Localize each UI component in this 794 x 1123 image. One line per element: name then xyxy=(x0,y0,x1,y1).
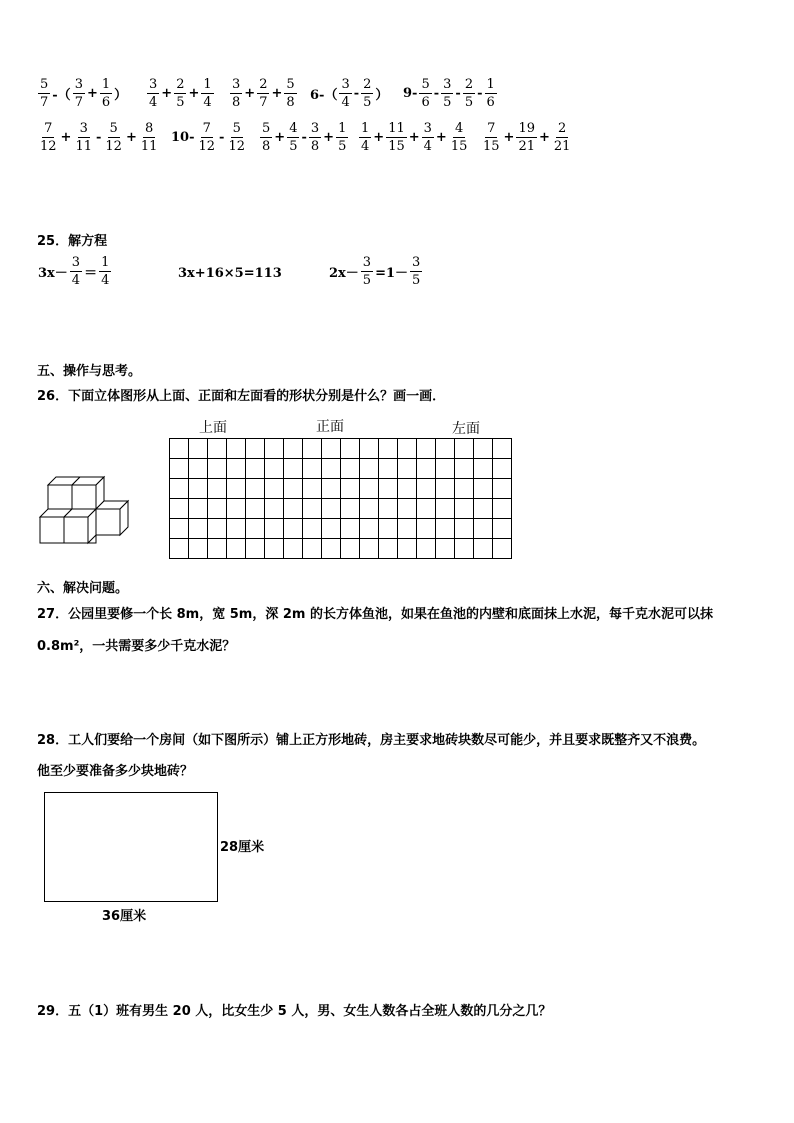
denominator: 12 xyxy=(228,139,245,154)
denominator: 7 xyxy=(74,95,83,110)
grid-cell[interactable] xyxy=(208,479,227,499)
operator: 9- xyxy=(403,86,418,101)
denominator: 4 xyxy=(203,95,212,110)
fraction xyxy=(103,122,124,153)
denominator: 5 xyxy=(362,273,372,288)
fraction xyxy=(257,78,269,109)
fraction xyxy=(481,122,502,153)
denominator: 5 xyxy=(289,139,298,154)
numerator: 1 xyxy=(101,77,111,92)
operator: + xyxy=(86,86,98,101)
fraction xyxy=(99,256,111,287)
grid-cell[interactable] xyxy=(246,439,265,459)
numerator: 3 xyxy=(412,255,421,270)
grid-cell[interactable] xyxy=(227,539,246,559)
grid-cell[interactable] xyxy=(265,519,284,539)
denominator: 4 xyxy=(423,139,432,154)
numerator: 3 xyxy=(71,255,81,270)
grid-cell[interactable] xyxy=(227,459,246,479)
grid-cell[interactable] xyxy=(341,439,360,459)
denominator: 4 xyxy=(101,273,110,288)
grid-cell[interactable] xyxy=(208,499,227,519)
denominator: 4 xyxy=(361,139,370,154)
grid-cell[interactable] xyxy=(246,499,265,519)
numerator: 5 xyxy=(262,121,271,136)
grid-cell[interactable] xyxy=(189,479,208,499)
operator: - xyxy=(301,130,307,145)
grid-cell[interactable] xyxy=(436,499,455,519)
numerator: 3 xyxy=(232,77,241,92)
numerator: 3 xyxy=(443,77,452,92)
calc-expression xyxy=(358,122,470,153)
numerator: 19 xyxy=(518,121,535,136)
grid-cell[interactable] xyxy=(417,499,436,519)
fraction xyxy=(73,122,94,153)
grid-cell[interactable] xyxy=(170,479,189,499)
denominator: 8 xyxy=(232,95,241,110)
calc-expression xyxy=(229,78,298,109)
grid-cell[interactable] xyxy=(436,519,455,539)
operator: - xyxy=(219,130,225,145)
fraction xyxy=(260,122,272,153)
denominator: 12 xyxy=(40,139,57,154)
grid-cell[interactable] xyxy=(265,439,284,459)
grid-cell[interactable] xyxy=(398,459,417,479)
grid-cell[interactable] xyxy=(379,519,398,539)
grid-cell[interactable] xyxy=(474,439,493,459)
denominator: 6 xyxy=(486,95,495,110)
numerator: 5 xyxy=(109,121,118,136)
grid-cell[interactable] xyxy=(398,479,417,499)
grid-cell[interactable] xyxy=(493,519,512,539)
fraction xyxy=(422,122,434,153)
grid-cell[interactable] xyxy=(436,439,455,459)
fraction xyxy=(197,122,218,153)
numerator: 1 xyxy=(361,121,370,136)
grid-cell[interactable] xyxy=(284,499,303,519)
grid-cell[interactable] xyxy=(322,499,341,519)
operator: + xyxy=(503,130,515,145)
grid-cell[interactable] xyxy=(455,439,474,459)
grid-cell[interactable] xyxy=(417,479,436,499)
fraction xyxy=(139,122,160,153)
numerator: 3 xyxy=(74,77,83,92)
grid-cell[interactable] xyxy=(303,499,322,519)
numerator: 1 xyxy=(203,77,212,92)
room-height-label: 28厘米 xyxy=(220,840,265,855)
denominator: 4 xyxy=(341,95,350,110)
operator: - xyxy=(96,130,102,145)
grid-cell[interactable] xyxy=(265,479,284,499)
grid-cell[interactable] xyxy=(474,519,493,539)
room-rectangle xyxy=(44,792,218,902)
fraction xyxy=(449,122,470,153)
fraction xyxy=(147,78,159,109)
denominator: 8 xyxy=(310,139,320,154)
denominator: 11 xyxy=(75,139,92,154)
numerator: 5 xyxy=(40,77,49,92)
numerator: 5 xyxy=(286,77,295,92)
operator: + xyxy=(60,130,72,145)
calc-expression xyxy=(37,122,160,153)
numerator: 3 xyxy=(362,255,372,270)
denominator: 5 xyxy=(412,273,421,288)
q26-text: 26．下面立体图形从上面、正面和左面看的形状分别是什么？画一画． xyxy=(37,389,446,404)
fraction xyxy=(410,256,422,287)
grid-cell[interactable] xyxy=(436,539,455,559)
numerator: 2 xyxy=(259,77,268,92)
grid-cell[interactable] xyxy=(189,459,208,479)
grid-cell[interactable] xyxy=(493,499,512,519)
grid-cell[interactable] xyxy=(493,479,512,499)
grid-cell[interactable] xyxy=(170,439,189,459)
grid-cell[interactable] xyxy=(474,479,493,499)
fraction xyxy=(361,256,373,287)
numerator: 2 xyxy=(558,121,567,136)
operator: + xyxy=(271,86,283,101)
grid-cell[interactable] xyxy=(417,539,436,559)
denominator: 8 xyxy=(262,139,271,154)
denominator: 21 xyxy=(553,139,571,154)
denominator: 4 xyxy=(149,95,158,110)
operator: - xyxy=(353,86,360,101)
numerator: 3 xyxy=(423,121,432,136)
grid-cell[interactable] xyxy=(474,499,493,519)
calc-expression xyxy=(402,78,498,109)
grid-cell[interactable] xyxy=(322,479,341,499)
numerator: 3 xyxy=(341,77,350,92)
grid-cell[interactable] xyxy=(284,439,303,459)
operator: + xyxy=(373,130,385,145)
grid-cell[interactable] xyxy=(360,539,379,559)
q25-equation-3 xyxy=(328,256,423,287)
grid-cell[interactable] xyxy=(398,539,417,559)
grid-cell[interactable] xyxy=(398,439,417,459)
grid-cell[interactable] xyxy=(455,519,474,539)
grid-cell[interactable] xyxy=(417,519,436,539)
grid-cell[interactable] xyxy=(379,439,398,459)
denominator: 5 xyxy=(363,95,372,110)
q28-line-1: 28．工人们要给一个房间（如下图所示）铺上正方形地砖，房主要求地砖块数尽可能少，并且要求既整齐又不浪费。 xyxy=(37,733,706,748)
grid-label-top: 上面 xyxy=(199,420,227,436)
numerator: 7 xyxy=(44,121,53,136)
grid-cell[interactable] xyxy=(379,479,398,499)
grid-cell[interactable] xyxy=(455,479,474,499)
grid-cell[interactable] xyxy=(493,459,512,479)
numerator: 8 xyxy=(144,121,154,136)
grid-cell[interactable] xyxy=(360,439,379,459)
grid-cell[interactable] xyxy=(246,519,265,539)
numerator: 4 xyxy=(454,121,464,136)
calc-expression xyxy=(309,78,389,109)
numerator: 1 xyxy=(486,77,495,92)
grid-cell[interactable] xyxy=(227,519,246,539)
denominator: 21 xyxy=(518,139,535,154)
grid-cell[interactable] xyxy=(189,519,208,539)
denominator: 12 xyxy=(198,139,216,154)
denominator: 12 xyxy=(105,139,122,154)
grid-cell[interactable] xyxy=(246,479,265,499)
fraction xyxy=(359,122,371,153)
grid-cell[interactable] xyxy=(189,499,208,519)
calc-expression xyxy=(480,122,573,153)
fraction xyxy=(361,78,373,109)
drawing-grid[interactable] xyxy=(169,438,512,559)
fraction xyxy=(552,122,573,153)
operator: - xyxy=(455,86,461,101)
grid-cell[interactable] xyxy=(208,439,227,459)
numerator: 5 xyxy=(421,77,430,92)
grid-cell[interactable] xyxy=(341,519,360,539)
fraction xyxy=(386,122,407,153)
grid-cell[interactable] xyxy=(322,539,341,559)
operator: -（ xyxy=(52,88,71,103)
operator: 3x－ xyxy=(38,266,68,281)
fraction xyxy=(230,78,242,109)
grid-cell[interactable] xyxy=(474,459,493,479)
grid-cell[interactable] xyxy=(284,479,303,499)
room-width-label: 36厘米 xyxy=(102,909,147,924)
operator: + xyxy=(161,86,173,101)
grid-cell[interactable] xyxy=(303,439,322,459)
section-6-heading: 六、解决问题。 xyxy=(37,581,129,596)
grid-cell[interactable] xyxy=(227,439,246,459)
fraction xyxy=(73,78,85,109)
q25-title: 25．解方程 xyxy=(37,234,108,249)
fraction xyxy=(441,78,453,109)
fraction xyxy=(419,78,431,109)
numerator: 4 xyxy=(289,121,298,136)
grid-cell[interactable] xyxy=(303,519,322,539)
grid-cell[interactable] xyxy=(170,519,189,539)
q29-text: 29．五（1）班有男生 20 人，比女生少 5 人，男、女生人数各占全班人数的几分之几？ xyxy=(37,1004,552,1019)
operator: + xyxy=(435,130,447,145)
numerator: 2 xyxy=(363,77,372,92)
fraction xyxy=(174,78,186,109)
fraction xyxy=(287,122,299,153)
grid-cell[interactable] xyxy=(341,479,360,499)
operator: + xyxy=(539,130,550,145)
grid-cell[interactable] xyxy=(170,539,189,559)
numerator: 1 xyxy=(338,121,347,136)
q27-line-2: 0.8m²，一共需要多少千克水泥？ xyxy=(37,639,236,654)
fraction xyxy=(201,78,213,109)
numerator: 1 xyxy=(101,255,110,270)
fraction xyxy=(38,122,59,153)
calc-expression xyxy=(170,122,248,153)
grid-cell[interactable] xyxy=(208,519,227,539)
grid-cell[interactable] xyxy=(341,499,360,519)
numerator: 7 xyxy=(202,121,211,136)
grid-cell[interactable] xyxy=(265,499,284,519)
grid-cell[interactable] xyxy=(322,439,341,459)
grid-cell[interactable] xyxy=(227,479,246,499)
fraction xyxy=(38,78,50,109)
denominator: 5 xyxy=(338,139,347,154)
fraction xyxy=(463,78,475,109)
denominator: 4 xyxy=(71,273,81,288)
grid-cell[interactable] xyxy=(189,439,208,459)
operator: - xyxy=(433,86,440,101)
numerator: 5 xyxy=(232,121,241,136)
operator: ） xyxy=(114,88,128,103)
grid-cell[interactable] xyxy=(417,459,436,479)
calc-expression xyxy=(37,78,128,109)
denominator: 6 xyxy=(421,95,430,110)
grid-cell[interactable] xyxy=(246,459,265,479)
fraction xyxy=(336,122,348,153)
operator: + xyxy=(274,130,286,145)
grid-cell[interactable] xyxy=(170,459,189,479)
calc-expression xyxy=(259,122,349,153)
fraction xyxy=(339,78,351,109)
denominator: 15 xyxy=(388,139,405,154)
operator: - xyxy=(477,86,483,101)
grid-cell[interactable] xyxy=(360,519,379,539)
fraction xyxy=(70,256,82,287)
grid-cell[interactable] xyxy=(493,439,512,459)
fraction xyxy=(516,122,537,153)
grid-cell[interactable] xyxy=(436,479,455,499)
operator: ＝ xyxy=(84,266,98,281)
grid-cell[interactable] xyxy=(455,459,474,479)
denominator: 7 xyxy=(259,95,268,110)
operator: + xyxy=(188,86,200,101)
operator: 10- xyxy=(171,130,195,145)
grid-cell[interactable] xyxy=(265,459,284,479)
grid-label-front: 正面 xyxy=(316,419,344,435)
q28-line-2: 他至少要准备多少块地砖？ xyxy=(37,764,194,779)
fraction xyxy=(485,78,497,109)
grid-cell[interactable] xyxy=(379,539,398,559)
grid-cell[interactable] xyxy=(227,499,246,519)
grid-cell[interactable] xyxy=(303,459,322,479)
fraction xyxy=(226,122,247,153)
grid-cell[interactable] xyxy=(436,459,455,479)
numerator: 2 xyxy=(464,77,474,92)
grid-cell[interactable] xyxy=(398,499,417,519)
grid-cell[interactable] xyxy=(360,459,379,479)
cube-figure xyxy=(38,475,136,547)
q25-equation-1 xyxy=(37,256,112,287)
grid-label-left: 左面 xyxy=(452,421,480,437)
grid-cell[interactable] xyxy=(360,499,379,519)
grid-cell[interactable] xyxy=(360,479,379,499)
grid-cell[interactable] xyxy=(493,539,512,559)
numerator: 3 xyxy=(310,121,320,136)
grid-cell[interactable] xyxy=(455,539,474,559)
denominator: 8 xyxy=(286,95,295,110)
grid-cell[interactable] xyxy=(303,479,322,499)
denominator: 15 xyxy=(483,139,500,154)
operator: + xyxy=(125,130,137,145)
numerator: 3 xyxy=(79,121,88,136)
grid-cell[interactable] xyxy=(379,459,398,479)
numerator: 11 xyxy=(388,121,405,136)
grid-cell[interactable] xyxy=(208,539,227,559)
operator: ） xyxy=(375,88,389,103)
grid-cell[interactable] xyxy=(455,499,474,519)
grid-cell[interactable] xyxy=(341,539,360,559)
numerator: 7 xyxy=(487,121,496,136)
grid-cell[interactable] xyxy=(417,439,436,459)
operator: =1－ xyxy=(375,266,409,281)
grid-cell[interactable] xyxy=(322,519,341,539)
grid-cell[interactable] xyxy=(322,459,341,479)
grid-cell[interactable] xyxy=(474,539,493,559)
grid-cell[interactable] xyxy=(246,539,265,559)
denominator: 11 xyxy=(140,139,158,154)
grid-cell[interactable] xyxy=(189,539,208,559)
grid-cell[interactable] xyxy=(379,499,398,519)
operator: + xyxy=(323,130,335,145)
grid-cell[interactable] xyxy=(265,539,284,559)
denominator: 6 xyxy=(101,95,111,110)
operator: 2x－ xyxy=(329,266,359,281)
denominator: 5 xyxy=(176,95,185,110)
grid-cell[interactable] xyxy=(208,459,227,479)
fraction xyxy=(100,78,112,109)
numerator: 2 xyxy=(176,77,185,92)
grid-cell[interactable] xyxy=(303,539,322,559)
denominator: 5 xyxy=(464,95,474,110)
q25-equation-2: 3x+16×5=113 xyxy=(178,266,282,281)
fraction xyxy=(309,122,321,153)
operator: 6-（ xyxy=(310,88,338,103)
numerator: 3 xyxy=(149,77,158,92)
grid-cell[interactable] xyxy=(284,459,303,479)
fraction xyxy=(284,78,296,109)
denominator: 15 xyxy=(450,139,468,154)
section-5-heading: 五、操作与思考。 xyxy=(37,364,142,379)
grid-cell[interactable] xyxy=(284,519,303,539)
denominator: 5 xyxy=(443,95,452,110)
operator: + xyxy=(408,130,420,145)
grid-cell[interactable] xyxy=(284,539,303,559)
grid-cell[interactable] xyxy=(170,499,189,519)
calc-expression xyxy=(146,78,215,109)
denominator: 7 xyxy=(40,95,49,110)
grid-cell[interactable] xyxy=(341,459,360,479)
q27-line-1: 27．公园里要修一个长 8m，宽 5m，深 2m 的长方体鱼池，如果在鱼池的内壁和底面抹上水泥，每千克水泥可以抹 xyxy=(37,607,713,622)
grid-cell[interactable] xyxy=(398,519,417,539)
operator: + xyxy=(244,86,256,101)
